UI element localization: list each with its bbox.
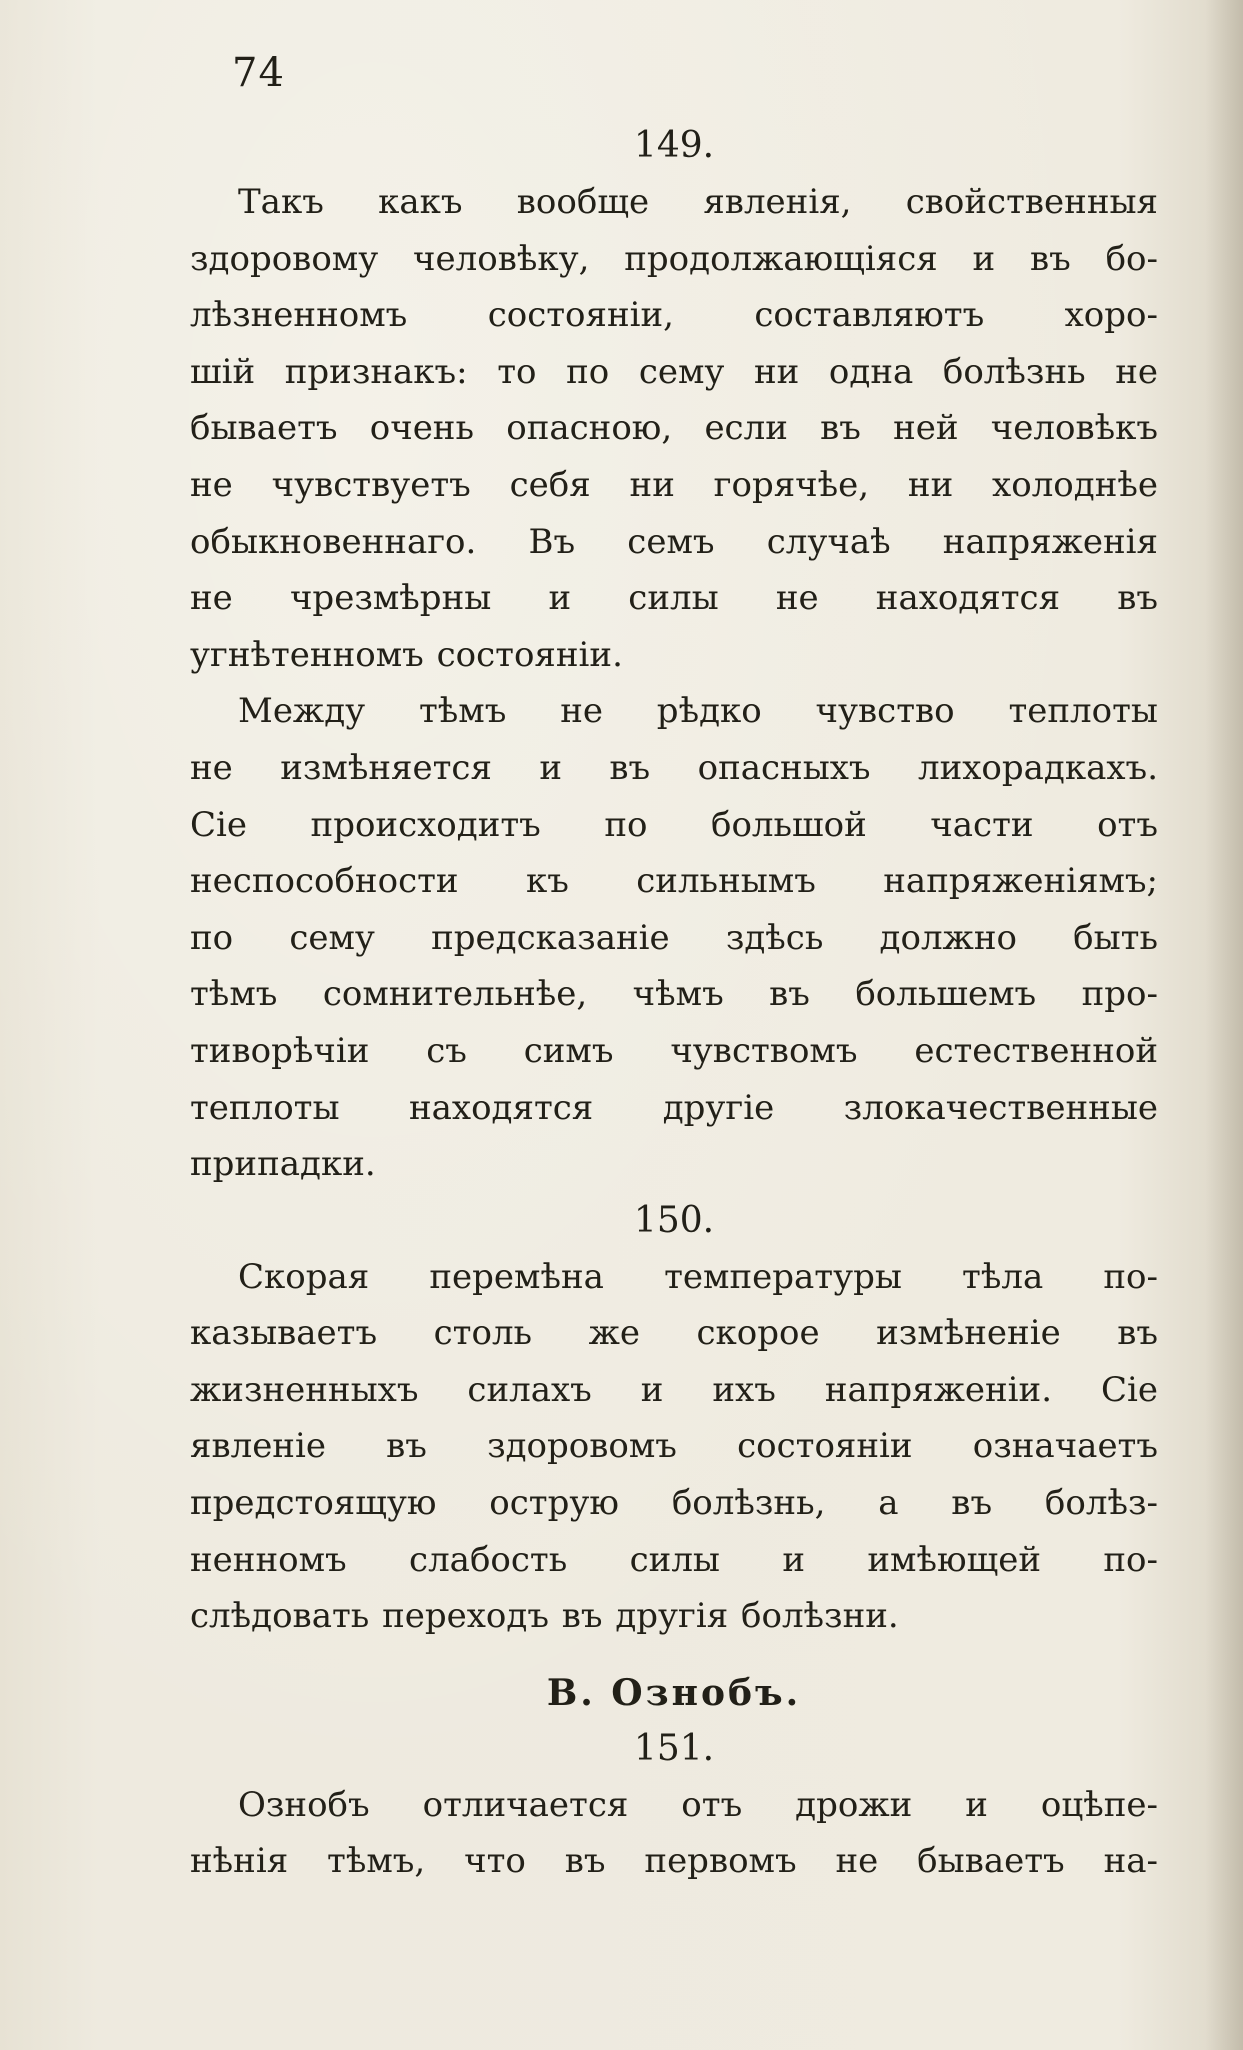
- text-line: Между тѣмъ не рѣдко чувство теплоты: [238, 691, 1158, 732]
- text-line: не чрезмѣрны и силы не находятся въ: [190, 578, 1158, 619]
- text-line: Скорая перемѣна температуры тѣла по-: [238, 1256, 1158, 1297]
- text-line: неспособности къ сильнымъ напряженіямъ;: [190, 861, 1158, 902]
- text-line: по сему предсказаніе здѣсь должно быть: [190, 917, 1158, 958]
- text-line: жизненныхъ силахъ и ихъ напряженіи. Сіе: [190, 1369, 1158, 1410]
- text-line: Сіе происходитъ по большой части отъ: [190, 804, 1158, 845]
- text-line: лѣзненномъ состояніи, составляютъ хоро-: [190, 295, 1158, 336]
- text-line: тѣмъ сомнительнѣе, чѣмъ въ большемъ про-: [190, 974, 1158, 1015]
- paragraph: [190, 683, 1158, 1192]
- text-line: шій признакъ: то по сему ни одна болѣзнь не: [190, 351, 1158, 392]
- section-number-150: 150.: [633, 1199, 715, 1241]
- text-line: обыкновеннаго. Въ семъ случаѣ напряженія: [190, 521, 1158, 562]
- text-line: не измѣняется и въ опасныхъ лихорадкахъ.: [190, 747, 1158, 788]
- section-number-149: 149.: [633, 125, 715, 166]
- text-line: теплоты находятся другіе злокачественные: [190, 1087, 1158, 1128]
- text-line: Такъ какъ вообще явленія, свойственныя: [238, 182, 1158, 222]
- text-line: слѣдовать переходъ въ другія болѣзни.: [190, 1596, 899, 1637]
- text-line: явленіе въ здоровомъ состояніи означаетъ: [190, 1426, 1158, 1467]
- text-line: тиворѣчіи съ симъ чувствомъ естественной: [190, 1030, 1158, 1071]
- paragraph: [190, 174, 1158, 683]
- text-line: припадки.: [190, 1144, 376, 1185]
- section-number-151: 151.: [633, 1727, 715, 1769]
- page-number: 74: [232, 50, 285, 96]
- paragraph: [190, 1249, 1158, 1645]
- page-text: [190, 118, 1158, 1890]
- text-line: здоровому человѣку, продолжающіяся и въ бо-: [190, 238, 1158, 279]
- text-line: предстоящую острую болѣзнь, а въ болѣз-: [190, 1483, 1158, 1524]
- text-line: казываетъ столь же скорое измѣненіе въ: [190, 1313, 1158, 1354]
- paragraph: [190, 1777, 1158, 1890]
- text-line: нѣнія тѣмъ, что въ первомъ не бываетъ на-: [190, 1841, 1158, 1882]
- text-line: бываетъ очень опасною, если въ ней человѣкъ: [190, 408, 1158, 449]
- chapter-heading: B. Ознобъ.: [546, 1671, 802, 1714]
- text-line: не чувствуетъ себя ни горячѣе, ни холоднѣе: [190, 464, 1158, 505]
- text-line: угнѣтенномъ состояніи.: [190, 634, 623, 675]
- text-line: ненномъ слабость силы и имѣющей по-: [190, 1539, 1158, 1580]
- text-line: Ознобъ отличается отъ дрожи и оцѣпе-: [238, 1784, 1158, 1825]
- page-gutter-shadow: [1205, 0, 1243, 2050]
